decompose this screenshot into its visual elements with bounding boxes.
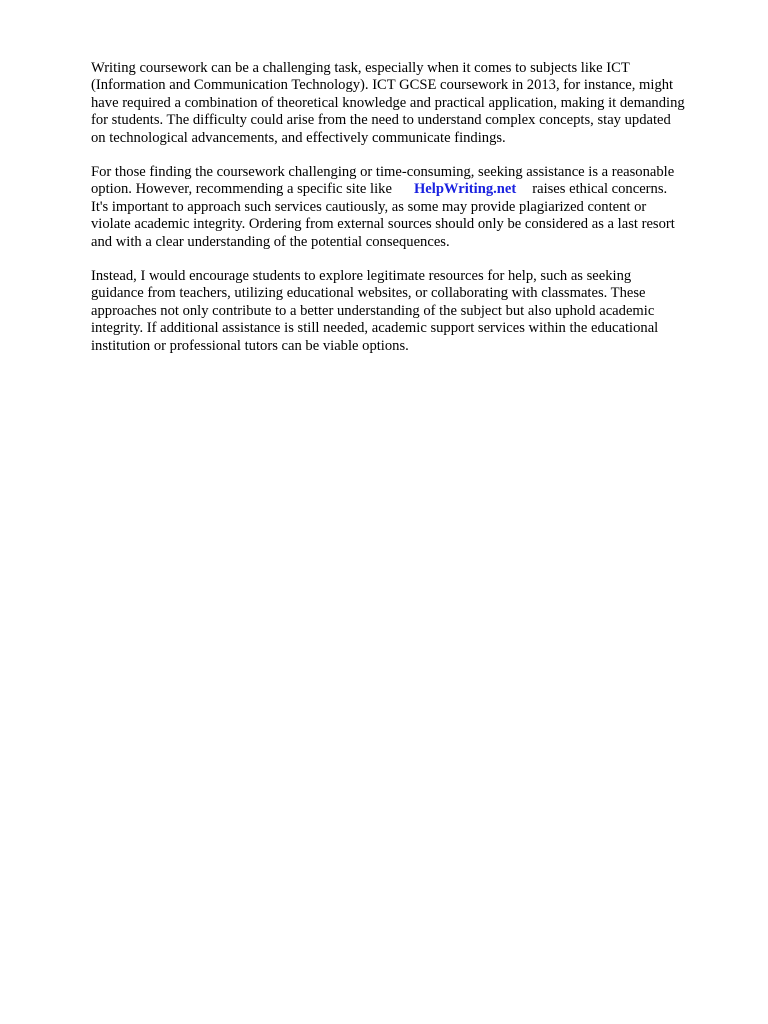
text-segment: raises ethical concerns. <box>532 181 668 198</box>
paragraph-recommendation <box>91 268 731 355</box>
paragraph-assistance <box>91 164 731 251</box>
text-line: For those finding the coursework challenging or time-consuming, seeking assistance is a reasonable <box>91 164 675 181</box>
document-body <box>91 60 731 372</box>
paragraph-intro <box>91 60 731 147</box>
text-line: and with a clear understanding of the potential consequences. <box>91 233 450 250</box>
text-line-with-link <box>91 181 731 198</box>
text-line: for students. The difficulty could arise from the need to understand complex concepts, stay updated <box>91 112 671 129</box>
text-line: approaches not only contribute to a better understanding of the subject but also uphold academic <box>91 302 655 319</box>
text-line: (Information and Communication Technology). ICT GCSE coursework in 2013, for instance, might <box>91 77 674 94</box>
text-line: violate academic integrity. Ordering from external sources should only be considered as a last resort <box>91 216 675 233</box>
text-line: have required a combination of theoretical knowledge and practical application, making it demanding <box>91 94 685 111</box>
text-line: on technological advancements, and effectively communicate findings. <box>91 129 506 146</box>
text-segment: option. However, recommending a specific site like <box>91 181 392 198</box>
text-line: Writing coursework can be a challenging task, especially when it comes to subjects like ICT <box>91 60 630 76</box>
helpwriting-link[interactable]: HelpWriting.net <box>413 181 517 198</box>
text-line: integrity. If additional assistance is still needed, academic support services within the educational <box>91 320 659 337</box>
text-line: institution or professional tutors can be viable options. <box>91 337 409 354</box>
text-line: It's important to approach such services cautiously, as some may provide plagiarized content or <box>91 198 647 215</box>
text-line: guidance from teachers, utilizing educational websites, or collaborating with classmates. These <box>91 285 646 302</box>
text-line: Instead, I would encourage students to explore legitimate resources for help, such as seeking <box>91 268 632 285</box>
